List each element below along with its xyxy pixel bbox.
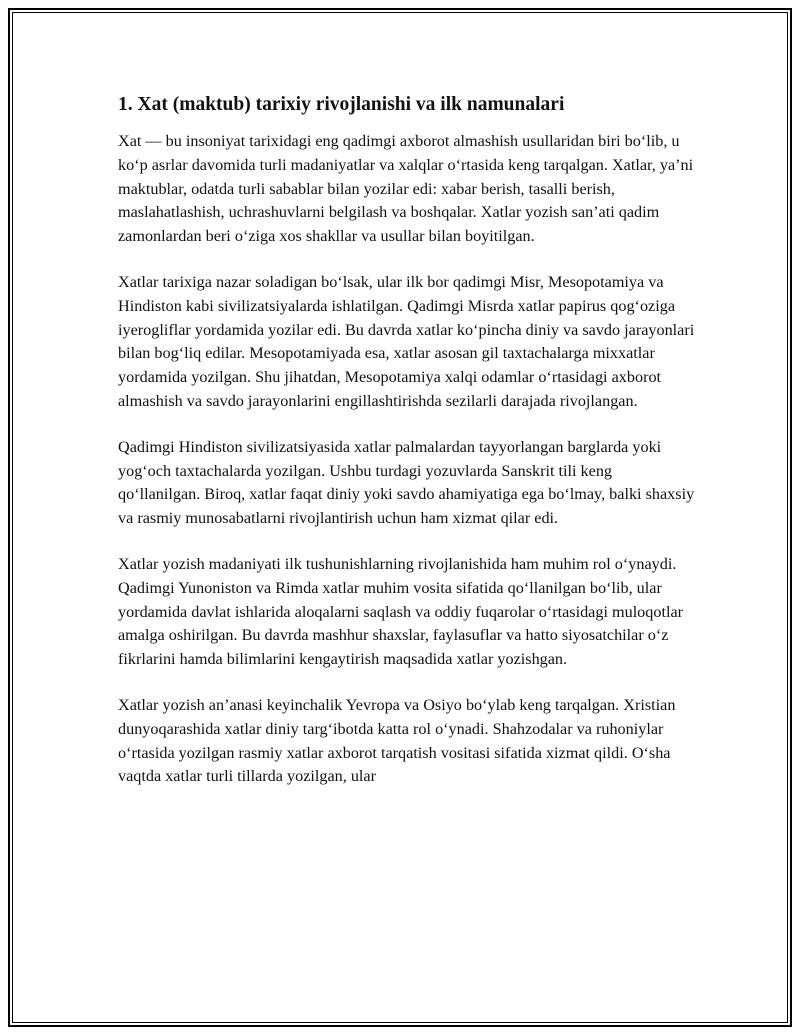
paragraph-5: Xatlar yozish an’anasi keyinchalik Yevropa va Osiyo bo‘ylab keng tarqalgan. Xristian dunyoqarashida xatlar diniy targ‘ibotda katta rol o‘ynadi. Shahzodalar va ruhoniylar o‘rtasida yozilgan rasmiy xatlar axborot tarqatish vositasi sifatida xizmat qildi. O‘sha vaqtda xatlar turli tillarda yozilgan, ular	[118, 695, 676, 786]
paragraph-3: Qadimgi Hindiston sivilizatsiyasida xatlar palmalardan tayyorlangan barglarda yoki yog‘och taxtachalarda yozilgan. Ushbu turdagi yozuvlarda Sanskrit tili keng qo‘llanilgan. Biroq, xatlar faqat diniy yoki savdo ahamiyatiga ega bo‘lmay, balki shaxsiy va rasmiy munosabatlarni rivojlantirish uchun ham xizmat qilar edi.	[118, 437, 695, 528]
section-heading: 1. Xat (maktub) tarixiy rivojlanishi va ilk namunalari	[118, 94, 565, 115]
paragraph-1: Xat — bu insoniyat tarixidagi eng qadimgi axborot almashish usullaridan biri bo‘lib, u ko‘p asrlar davomida turli madaniyatlar va xalqlar o‘rtasida keng tarqalgan. Xatlar, ya’ni maktublar, odatda turli sabablar bilan yozilar edi: xabar berish, tasalli berish, maslahatlashish, uchrashuvlarni belgilash va boshqalar. Xatlar yozish san’ati qadim zamonlardan beri o‘ziga xos shakllar va usullar bilan boyitilgan.	[118, 132, 694, 246]
document-body	[118, 92, 698, 811]
paragraph-2: Xatlar tarixiga nazar soladigan bo‘lsak, ular ilk bor qadimgi Misr, Mesopotamiya va Hindiston kabi sivilizatsiyalarda ishlatilgan. Qadimgi Misrda xatlar papirus qog‘oziga iyerogliflar yordamida yozilar edi. Bu davrda xatlar ko‘pincha diniy va savdo jarayonlari bilan bog‘liq edilar. Mesopotamiyada esa, xatlar asosan gil taxtachalarga mixxatlar yordamida yozilgan. Shu jihatdan, Mesopotamiya xalqi odamlar o‘rtasidagi axborot almashish va savdo jarayonlarini engillashtirishda sezilarli darajada rivojlangan.	[118, 272, 695, 410]
paragraph-4: Xatlar yozish madaniyati ilk tushunishlarning rivojlanishida ham muhim rol o‘ynaydi. Qadimgi Yunoniston va Rimda xatlar muhim vosita sifatida qo‘llanilgan bo‘lib, ular yordamida davlat ishlarida aloqalarni saqlash va oddiy fuqarolar o‘rtasidagi muloqotlar amalga oshirilgan. Bu davrda mashhur shaxslar, faylasuflar va hatto siyosatchilar o‘z fikrlarini hamda bilimlarini kengaytirish maqsadida xatlar yozishgan.	[118, 554, 684, 669]
